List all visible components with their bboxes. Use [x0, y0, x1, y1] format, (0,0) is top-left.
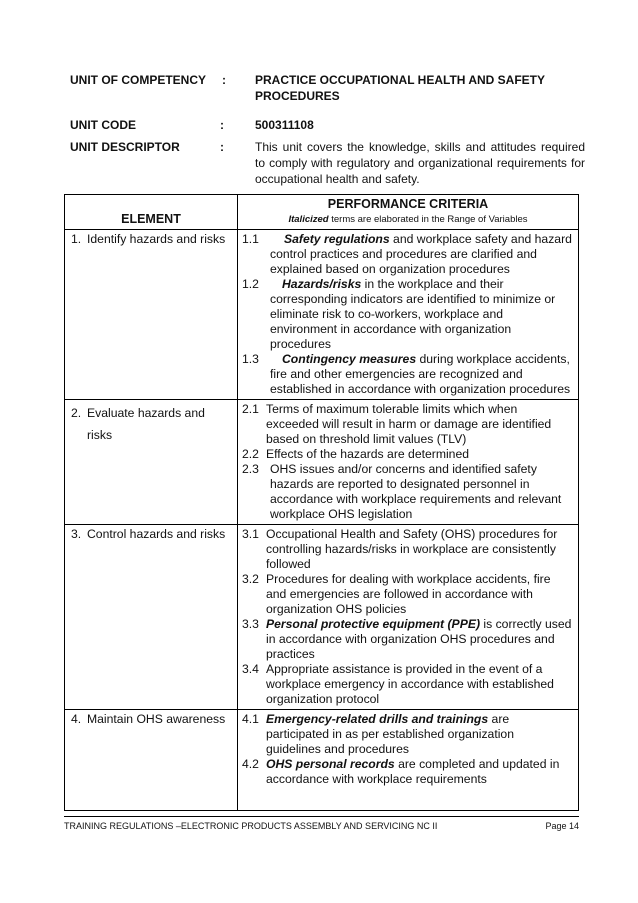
footer-divider: [64, 816, 579, 817]
criterion-keyword: Safety regulations: [284, 232, 390, 246]
unit-descriptor-label: UNIT DESCRIPTOR: [70, 140, 180, 154]
competency-value: PRACTICE OCCUPATIONAL HEALTH AND SAFETY PROCEDURES: [255, 73, 545, 103]
element-cell: [65, 525, 238, 710]
element-text: Maintain OHS awareness: [87, 712, 226, 726]
element-header: ELEMENT: [65, 195, 238, 230]
criterion-item: [242, 712, 572, 757]
criterion-keyword: Emergency-related drills and trainings: [266, 712, 489, 726]
unit-descriptor-value: This unit covers the knowledge, skills and attitudes required to comply with regulatory and organizational requirements for occupational health and safety.: [255, 140, 585, 186]
unit-descriptor-colon: :: [220, 140, 224, 154]
criterion-number: 2.2: [242, 447, 259, 461]
criterion-item: [242, 572, 572, 617]
criterion-item: [242, 462, 572, 522]
competency-colon: :: [222, 73, 226, 87]
table-header-row: [65, 195, 579, 230]
element-number: 2.: [71, 406, 82, 420]
criterion-text: are completed and updated in accordance with workplace requirements: [266, 757, 560, 786]
element-cell: [65, 710, 238, 811]
criterion-text: Effects of the hazards are determined: [266, 447, 470, 461]
criteria-cell: [238, 710, 579, 811]
unit-code-colon: :: [220, 118, 224, 132]
competency-label: UNIT OF COMPETENCY: [70, 73, 207, 87]
criteria-cell: [238, 230, 579, 400]
element-text: Control hazards and risks: [87, 527, 226, 541]
competency-row: [70, 72, 590, 106]
criterion-item: [242, 277, 572, 352]
criterion-item: [242, 662, 572, 707]
criterion-keyword: Hazards/risks: [282, 277, 362, 291]
performance-criteria-table: [64, 194, 579, 811]
criterion-text: are participated in as per established organization guidelines and procedures: [266, 712, 514, 756]
criterion-keyword: Personal protective equipment (PPE): [266, 617, 481, 631]
table-row: [65, 710, 579, 811]
criterion-number: 3.2: [242, 572, 259, 586]
criteria-cell: [238, 525, 579, 710]
element-cell: [65, 230, 238, 400]
criterion-item: [242, 232, 572, 277]
criterion-number: 1.2: [242, 277, 259, 291]
element-cell: [65, 400, 238, 525]
criterion-number: 1.3: [242, 352, 259, 366]
criterion-item: [242, 447, 572, 462]
unit-descriptor-row: [70, 139, 590, 189]
criterion-item: [242, 527, 572, 572]
criterion-item: [242, 757, 572, 787]
criterion-number: 2.3: [242, 462, 259, 476]
table-row: [65, 230, 579, 400]
criteria-header-note: terms are elaborated in the Range of Variables: [328, 214, 528, 225]
criterion-text: is correctly used in accordance with organization OHS procedures and practices: [266, 617, 572, 661]
criterion-text: and workplace safety and hazard control practices and procedures are clarified and explained based on organization procedures: [270, 232, 572, 276]
criteria-header-title: PERFORMANCE CRITERIA: [327, 197, 489, 211]
criterion-keyword: OHS personal records: [266, 757, 395, 771]
criterion-number: 4.2: [242, 757, 259, 771]
element-text: Identify hazards and risks: [87, 232, 226, 246]
unit-code-value: 500311108: [255, 118, 314, 132]
criteria-header-italic: Italicized: [288, 214, 329, 225]
element-number: 3.: [71, 527, 82, 541]
criterion-keyword: Contingency measures: [282, 352, 417, 366]
criteria-cell: [238, 400, 579, 525]
page-number: Page 14: [545, 821, 579, 831]
criterion-text: Terms of maximum tolerable limits which when exceeded will result in harm or damage are identified based on threshold limit values (TLV): [266, 402, 552, 446]
criterion-item: [242, 617, 572, 662]
criterion-number: 4.1: [242, 712, 259, 726]
element-number: 1.: [71, 232, 82, 246]
criterion-item: [242, 402, 572, 447]
criterion-text: OHS issues and/or concerns and identified safety hazards are reported to designated personnel in accordance with workplace requirements and relevant workplace OHS legislation: [270, 462, 562, 521]
criterion-text: Appropriate assistance is provided in the event of a workplace emergency in accordance with established organization protocol: [266, 662, 554, 706]
table-row: [65, 400, 579, 525]
unit-code-label: UNIT CODE: [70, 118, 136, 132]
criterion-number: 1.1: [242, 232, 259, 246]
criterion-text: during workplace accidents, fire and other emergencies are recognized and established in accordance with organization procedures: [270, 352, 571, 396]
criterion-number: 3.3: [242, 617, 259, 631]
criterion-text: Procedures for dealing with workplace accidents, fire and emergencies are followed in accordance with organization OHS policies: [266, 572, 551, 616]
footer-title: TRAINING REGULATIONS –ELECTRONIC PRODUCTS ASSEMBLY AND SERVICING NC II: [64, 821, 438, 831]
criterion-number: 3.1: [242, 527, 259, 541]
criteria-header: [238, 195, 579, 230]
table-row: [65, 525, 579, 710]
criterion-text: Occupational Health and Safety (OHS) procedures for controlling hazards/risks in workplace are consistently followed: [266, 527, 558, 571]
element-text: Evaluate hazards and risks: [87, 406, 205, 442]
criterion-number: 3.4: [242, 662, 259, 676]
criteria-header-subtitle: [244, 212, 572, 227]
criterion-item: [242, 352, 572, 397]
criterion-text: in the workplace and their corresponding indicators are identified to minimize or eliminate risk to co-workers, workplace and environment in accordance with organization procedures: [270, 277, 556, 351]
unit-code-row: [70, 117, 590, 133]
element-number: 4.: [71, 712, 82, 726]
criterion-number: 2.1: [242, 402, 259, 416]
